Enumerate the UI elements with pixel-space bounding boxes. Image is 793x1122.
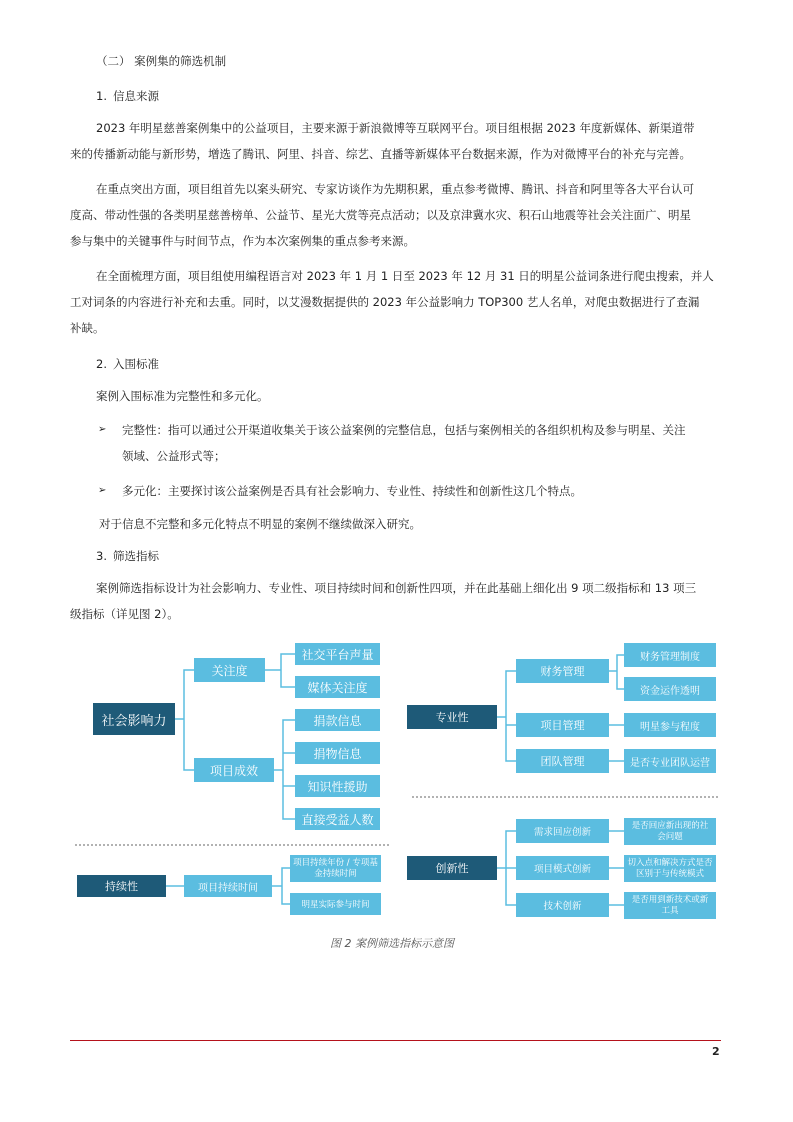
node-professionalism: 专业性	[407, 705, 497, 729]
node-attention: 关注度	[194, 658, 265, 682]
node-new-technology: 是否用到新技术或新工具	[624, 892, 716, 919]
paragraph-line: 在全面梳理方面，项目组使用编程语言对 2023 年 1 月 1 日至 2023 年 12 月 31 日的明星公益词条进行爬虫搜索，并人	[96, 269, 714, 283]
node-years-fund-duration: 项目持续年份 / 专项基金持续时间	[290, 855, 381, 882]
node-different-approach: 切入点和解决方式是否区别于与传统模式	[624, 855, 716, 882]
node-demand-response-innovation: 需求回应创新	[516, 819, 609, 843]
node-project-outcome: 项目成效	[194, 758, 274, 782]
node-team-management: 团队管理	[516, 749, 609, 773]
bullet-line: 完整性：指可以通过公开渠道收集关于该公益案例的完整信息，包括与案例相关的各组织机构及参与明星、关注	[122, 423, 686, 437]
subheading-info-source: 信息来源	[113, 89, 159, 103]
node-professional-team: 是否专业团队运营	[624, 749, 716, 773]
node-social-impact: 社会影响力	[93, 703, 175, 735]
section-title: （二） 案例集的筛选机制	[96, 54, 227, 68]
node-star-participation-degree: 明星参与程度	[624, 713, 716, 737]
paragraph-line: 度高、带动性强的各类明星慈善榜单、公益节、星光大赏等亮点活动；以及京津冀水灾、积石山地震等社会关注面广、明星	[70, 208, 691, 222]
paragraph-line: 案例入围标准为完整性和多元化。	[96, 389, 269, 403]
paragraph-line: 来的传播新动能与新形势，增选了腾讯、阿里、抖音、综艺、直播等新媒体平台数据来源，作为对微博平台的补充与完善。	[70, 147, 691, 161]
node-sustainability: 持续性	[77, 875, 166, 897]
paragraph-line: 补缺。	[70, 321, 105, 335]
node-finance-system: 财务管理制度	[624, 643, 716, 667]
node-project-duration: 项目持续时间	[184, 875, 272, 897]
node-new-social-issues: 是否回应新出现的社会问题	[624, 818, 716, 845]
paragraph-line: 工对词条的内容进行补充和去重。同时，以艾漫数据提供的 2023 年公益影响力 TOP300 艺人名单，对爬虫数据进行了查漏	[70, 295, 700, 309]
node-project-model-innovation: 项目模式创新	[516, 856, 609, 880]
bullet-arrow-icon: ➢	[98, 424, 107, 435]
subheading-number: 2.	[96, 357, 107, 371]
paragraph-line: 参与集中的关键事件与时间节点，作为本次案例集的重点参考来源。	[70, 234, 415, 248]
node-media-attention: 媒体关注度	[295, 676, 380, 698]
bullet-line: 领域、公益形式等；	[122, 449, 226, 463]
subheading-number: 3.	[96, 549, 107, 563]
node-donation-info: 捐款信息	[295, 709, 380, 731]
paragraph-line: 对于信息不完整和多元化特点不明显的案例不继续做深入研究。	[99, 517, 421, 531]
node-finance-management: 财务管理	[516, 659, 609, 683]
node-technology-innovation: 技术创新	[516, 893, 609, 917]
paragraph-line: 案例筛选指标设计为社会影响力、专业性、项目持续时间和创新性四项，并在此基础上细化出 9 项二级指标和 13 项三	[96, 581, 697, 595]
paragraph-line: 2023 年明星慈善案例集中的公益项目，主要来源于新浪微博等互联网平台。项目组根据 2023 年度新媒体、新渠道带	[96, 121, 695, 135]
subheading-screening-indicators: 筛选指标	[113, 549, 159, 563]
paragraph-line: 级指标（详见图 2）。	[70, 607, 179, 621]
figure-caption: 图 2 案例筛选指标示意图	[330, 937, 454, 950]
node-fund-transparency: 资金运作透明	[624, 677, 716, 701]
node-direct-beneficiaries: 直接受益人数	[295, 808, 380, 830]
subheading-entry-criteria: 入围标准	[113, 357, 159, 371]
node-knowledge-aid: 知识性援助	[295, 775, 380, 797]
bullet-line: 多元化：主要探讨该公益案例是否具有社会影响力、专业性、持续性和创新性这几个特点。	[122, 484, 582, 498]
footer-rule	[70, 1040, 721, 1041]
subheading-number: 1.	[96, 89, 107, 103]
paragraph-line: 在重点突出方面，项目组首先以案头研究、专家访谈作为先期积累，重点参考微博、腾讯、抖音和阿里等各大平台认可	[96, 182, 694, 196]
node-innovation: 创新性	[407, 856, 497, 880]
node-social-platform-volume: 社交平台声量	[295, 643, 380, 665]
node-goods-donation-info: 捐物信息	[295, 742, 380, 764]
bullet-arrow-icon: ➢	[98, 485, 107, 496]
page-number: 2	[712, 1045, 720, 1058]
node-star-participation-time: 明星实际参与时间	[290, 893, 381, 915]
node-project-management: 项目管理	[516, 713, 609, 737]
